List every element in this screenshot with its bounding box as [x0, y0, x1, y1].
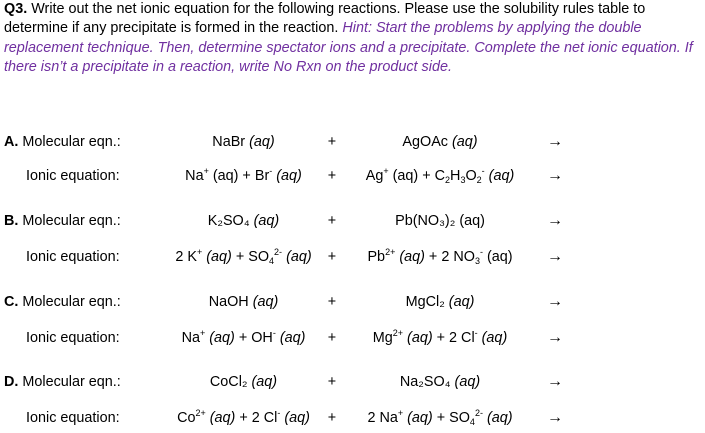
problem-b-molecular-row: [0, 209, 705, 233]
reaction-arrow-icon: →: [547, 167, 563, 184]
problem-a-molecular-label: A. Molecular eqn.:: [4, 134, 121, 150]
problem-d-ionic-row: [0, 406, 705, 430]
problem-d-reactant-1: CoCl₂ (aq): [209, 374, 278, 390]
plus-sign: +: [327, 213, 337, 229]
problem-d-molecular-label: D. Molecular eqn.:: [4, 374, 121, 390]
problem-c-reactant-1: NaOH (aq): [208, 294, 279, 310]
problem-a-ionic-label: Ionic equation:: [26, 168, 120, 184]
problem-a-molecular-row: [0, 130, 705, 154]
plus-sign: +: [327, 134, 337, 150]
problem-c-ionic-row: [0, 326, 705, 350]
problem-a-ionic-reactant-1: Na+ (aq) + Br- (aq): [185, 166, 302, 184]
problem-c-molecular-row: [0, 290, 705, 314]
reaction-arrow-icon: →: [547, 329, 563, 346]
reaction-arrow-icon: →: [547, 133, 563, 150]
problem-b-ionic-row: [0, 245, 705, 269]
problem-b-ionic-reactant-1: 2 K+ $(aq) + SO_4^{2-}$ (aq): [175, 247, 312, 266]
problem-d-ionic-label: Ionic equation:: [26, 410, 120, 426]
reaction-arrow-icon: →: [547, 212, 563, 229]
plus-sign: +: [327, 330, 337, 346]
reaction-arrow-icon: →: [547, 248, 563, 265]
problem-c-ionic-reactant-1: Na+ (aq) + OH- (aq): [181, 328, 306, 346]
plus-sign: +: [327, 294, 337, 310]
plus-sign: +: [327, 249, 337, 265]
problem-a-reactant-1: NaBr (aq): [212, 134, 275, 150]
problem-a-ionic-row: [0, 164, 705, 188]
reaction-arrow-icon: →: [547, 373, 563, 390]
problem-a-reactant-2: AgOAc (aq): [402, 134, 478, 150]
question-text: Write out the net ionic equation for the following reactions. Please use the solubility rules table to determine if any precipitate is formed in the reaction.: [4, 1, 646, 37]
question-prompt: [4, 0, 700, 78]
problem-b-ionic-label: Ionic equation:: [26, 249, 120, 265]
problem-b-reactant-2: Pb(NO₃)₂ (aq): [395, 213, 485, 229]
problem-a-ionic-reactant-2: Ag+ $(aq) + C_2H_3O_2^-$ (aq): [365, 166, 515, 185]
problem-d-molecular-row: [0, 370, 705, 394]
question-number: Q3.: [4, 1, 28, 17]
reaction-arrow-icon: →: [547, 293, 563, 310]
problem-d-ionic-reactant-1: $Co^{2+}$ (aq) + 2 Cl- (aq): [177, 408, 310, 426]
problem-d-reactant-2: Na₂SO₄ (aq): [399, 374, 481, 390]
problem-b-reactant-1: K₂SO₄ (aq): [207, 213, 280, 229]
problem-c-ionic-label: Ionic equation:: [26, 330, 120, 346]
problem-c-ionic-reactant-2: $Mg^{2+}$ (aq) + 2 Cl- (aq): [372, 328, 508, 346]
problem-c-molecular-label: C. Molecular eqn.:: [4, 294, 121, 310]
plus-sign: +: [327, 410, 337, 426]
reaction-arrow-icon: →: [547, 409, 563, 426]
problem-c-reactant-2: MgCl₂ (aq): [405, 294, 475, 310]
hint-text: Hint: Start the problems by applying the double replacement technique. Then, determine spectator ions and a precipitate. Complete the net ionic equation. If there isn’t a precipitate in a reaction, write No Rxn on the product side.: [4, 20, 693, 76]
problem-b-molecular-label: B. Molecular eqn.:: [4, 213, 121, 229]
problem-d-ionic-reactant-2: 2 Na+ $(aq) + SO_4^{2-}$ (aq): [367, 408, 513, 427]
plus-sign: +: [327, 168, 337, 184]
problem-b-ionic-reactant-2: $Pb^{2+}$ (aq) + 2 $NO_3^-$ (aq): [367, 247, 513, 266]
plus-sign: +: [327, 374, 337, 390]
